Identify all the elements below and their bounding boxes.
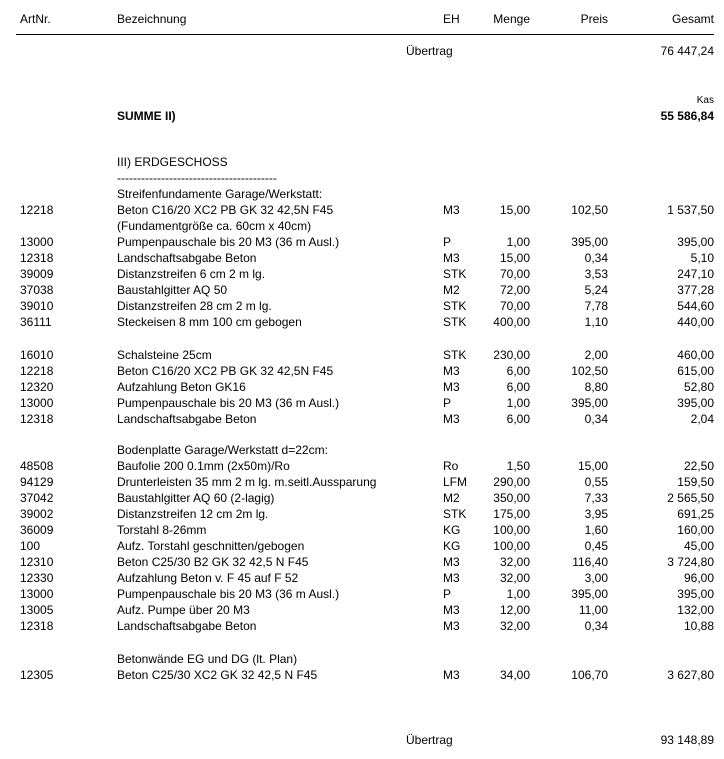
item-preis: 0,34 <box>584 619 608 633</box>
item-preis: 8,80 <box>584 380 608 394</box>
item-artnr: 36009 <box>20 523 54 537</box>
item-artnr: 13000 <box>20 587 54 601</box>
group-title: Bodenplatte Garage/Werkstatt d=22cm: <box>117 443 328 457</box>
item-menge: 72,00 <box>499 283 530 297</box>
item-bezeichnung: Landschaftsabgabe Beton <box>117 412 257 426</box>
header-gesamt: Gesamt <box>671 12 714 26</box>
item-artnr: 12310 <box>20 555 54 569</box>
item-preis: 11,00 <box>578 603 608 617</box>
item-artnr: 12330 <box>20 571 54 585</box>
item-menge: 350,00 <box>493 491 530 505</box>
item-gesamt: 247,10 <box>677 267 714 281</box>
header-menge: Menge <box>493 12 530 26</box>
item-artnr: 12305 <box>20 668 54 682</box>
item-gesamt: 395,00 <box>677 587 714 601</box>
item-bezeichnung: Pumpenpauschale bis 20 M3 (36 m Ausl.) <box>117 235 340 249</box>
item-artnr: 48508 <box>20 459 54 473</box>
item-artnr: 12218 <box>20 364 54 378</box>
header-artnr: ArtNr. <box>20 12 51 26</box>
item-gesamt: 377,28 <box>677 283 714 297</box>
item-artnr: 12318 <box>20 251 54 265</box>
item-menge: 290,00 <box>493 475 530 489</box>
item-menge: 32,00 <box>499 619 530 633</box>
item-gesamt: 2 565,50 <box>667 491 714 505</box>
item-artnr: 37038 <box>20 283 54 297</box>
item-bezeichnung: Landschaftsabgabe Beton <box>117 619 257 633</box>
item-gesamt: 132,00 <box>677 603 714 617</box>
item-menge: 1,00 <box>506 587 530 601</box>
item-bezeichnung: Baufolie 200 0.1mm (2x50m)/Ro <box>117 459 290 473</box>
item-gesamt: 1 537,50 <box>667 203 714 217</box>
item-artnr: 36111 <box>20 315 52 329</box>
item-artnr: 94129 <box>20 475 54 489</box>
item-gesamt: 440,00 <box>677 315 714 329</box>
item-menge: 32,00 <box>499 555 530 569</box>
item-bezeichnung: Pumpenpauschale bis 20 M3 (36 m Ausl.) <box>117 396 340 410</box>
item-preis: 15,00 <box>577 459 608 473</box>
uebertrag-bottom-label: Übertrag <box>406 733 453 747</box>
item-artnr: 13000 <box>20 396 54 410</box>
item-bezeichnung: Pumpenpauschale bis 20 M3 (36 m Ausl.) <box>117 587 340 601</box>
item-bezeichnung: Beton C25/30 B2 GK 32 42,5 N F45 <box>117 555 309 569</box>
item-eh: M3 <box>443 619 460 633</box>
item-preis: 3,53 <box>584 267 608 281</box>
item-gesamt: 3 724,80 <box>667 555 714 569</box>
item-menge: 6,00 <box>506 412 530 426</box>
item-eh: M3 <box>443 203 460 217</box>
item-menge: 230,00 <box>493 348 530 362</box>
item-bezeichnung: Schalsteine 25cm <box>117 348 212 362</box>
item-eh: STK <box>443 507 467 521</box>
item-eh: M2 <box>443 283 460 297</box>
item-gesamt: 22,50 <box>683 459 714 473</box>
item-eh: M2 <box>443 491 460 505</box>
item-gesamt: 691,25 <box>677 507 714 521</box>
item-eh: P <box>443 587 452 601</box>
item-bezeichnung: Steckeisen 8 mm 100 cm gebogen <box>117 315 302 329</box>
item-artnr: 39010 <box>20 299 54 313</box>
item-bezeichnung: Distanzstreifen 28 cm 2 m lg. <box>117 299 272 313</box>
item-bezeichnung: Aufz. Torstahl geschnitten/gebogen <box>117 539 305 553</box>
item-preis: 395,00 <box>571 587 608 601</box>
item-eh: M3 <box>443 668 460 682</box>
item-gesamt: 395,00 <box>677 396 714 410</box>
item-eh: M3 <box>443 412 460 426</box>
item-preis: 0,45 <box>584 539 608 553</box>
item-gesamt: 96,00 <box>683 571 714 585</box>
item-preis: 0,55 <box>584 475 608 489</box>
item-bezeichnung: Baustahlgitter AQ 50 <box>117 283 228 297</box>
item-eh: KG <box>443 539 461 553</box>
item-artnr: 39002 <box>20 507 54 521</box>
header-rule <box>16 34 714 35</box>
item-menge: 175,00 <box>493 507 530 521</box>
item-eh: M3 <box>443 555 460 569</box>
summe-value: 55 586,84 <box>660 109 714 123</box>
item-eh: STK <box>443 348 467 362</box>
item-gesamt: 544,60 <box>677 299 714 313</box>
item-eh: M3 <box>443 251 460 265</box>
item-menge: 100,00 <box>493 523 530 537</box>
header-preis: Preis <box>580 12 608 26</box>
item-eh: P <box>443 235 452 249</box>
item-preis: 395,00 <box>571 396 608 410</box>
item-preis: 3,00 <box>584 571 608 585</box>
item-eh: STK <box>443 315 467 329</box>
item-preis: 7,33 <box>584 491 608 505</box>
item-preis: 5,24 <box>584 283 608 297</box>
item-bezeichnung: Landschaftsabgabe Beton <box>117 251 257 265</box>
item-eh: KG <box>443 523 461 537</box>
item-menge: 15,00 <box>499 251 530 265</box>
item-gesamt: 45,00 <box>683 539 714 553</box>
item-gesamt: 460,00 <box>677 348 714 362</box>
item-preis: 7,78 <box>584 299 608 313</box>
item-menge: 70,00 <box>499 299 530 313</box>
item-bezeichnung: Distanzstreifen 6 cm 2 m lg. <box>117 267 266 281</box>
item-menge: 34,00 <box>499 668 530 682</box>
item-eh: Ro <box>443 459 459 473</box>
item-artnr: 12318 <box>20 412 54 426</box>
item-bezeichnung: Distanzstreifen 12 cm 2m lg. <box>117 507 269 521</box>
item-bezeichnung: Beton C16/20 XC2 PB GK 32 42,5N F45 <box>117 203 334 217</box>
item-menge: 6,00 <box>506 380 530 394</box>
uebertrag-bottom-value: 93 148,89 <box>660 733 714 747</box>
group-title: Streifenfundamente Garage/Werkstatt: <box>117 187 323 201</box>
item-artnr: 37042 <box>20 491 54 505</box>
group-title: Betonwände EG und DG (lt. Plan) <box>117 652 298 666</box>
item-artnr: 13005 <box>20 603 54 617</box>
item-menge: 400,00 <box>493 315 530 329</box>
item-bezeichnung: Beton C16/20 XC2 PB GK 32 42,5N F45 <box>117 364 334 378</box>
item-gesamt: 52,80 <box>683 380 714 394</box>
kas-label: Kas <box>696 95 714 106</box>
item-menge: 1,00 <box>506 235 530 249</box>
item-menge: 15,00 <box>499 203 530 217</box>
item-artnr: 39009 <box>20 267 54 281</box>
item-bezeichnung: Baustahlgitter AQ 60 (2-lagig) <box>117 491 275 505</box>
header-eh: EH <box>443 12 460 26</box>
item-artnr: 12320 <box>20 380 54 394</box>
item-eh: STK <box>443 299 467 313</box>
item-gesamt: 159,50 <box>677 475 714 489</box>
item-bezeichnung: (Fundamentgröße ca. 60cm x 40cm) <box>117 219 312 233</box>
item-gesamt: 160,00 <box>677 523 714 537</box>
item-eh: M3 <box>443 571 460 585</box>
item-preis: 1,60 <box>584 523 608 537</box>
item-menge: 12,00 <box>499 603 530 617</box>
item-gesamt: 10,88 <box>683 619 714 633</box>
item-eh: M3 <box>443 364 460 378</box>
summe-label: SUMME II) <box>117 109 176 123</box>
item-artnr: 12218 <box>20 203 54 217</box>
item-menge: 100,00 <box>493 539 530 553</box>
header-bezeichnung: Bezeichnung <box>117 12 187 26</box>
item-eh: M3 <box>443 603 460 617</box>
item-menge: 6,00 <box>506 364 530 378</box>
item-gesamt: 615,00 <box>677 364 714 378</box>
item-gesamt: 5,10 <box>690 251 714 265</box>
item-menge: 1,00 <box>506 396 530 410</box>
item-preis: 1,10 <box>584 315 608 329</box>
item-eh: M3 <box>443 380 460 394</box>
item-artnr: 100 <box>20 539 41 553</box>
item-menge: 1,50 <box>506 459 530 473</box>
item-gesamt: 2,04 <box>690 412 714 426</box>
item-artnr: 16010 <box>20 348 54 362</box>
item-menge: 70,00 <box>499 267 530 281</box>
item-artnr: 12318 <box>20 619 54 633</box>
item-gesamt: 395,00 <box>677 235 714 249</box>
item-preis: 0,34 <box>584 412 608 426</box>
item-eh: STK <box>443 267 467 281</box>
item-gesamt: 3 627,80 <box>667 668 714 682</box>
item-preis: 3,95 <box>584 507 608 521</box>
item-preis: 395,00 <box>571 235 608 249</box>
item-bezeichnung: Aufzahlung Beton GK16 <box>117 380 246 394</box>
item-preis: 116,40 <box>572 555 608 569</box>
item-preis: 102,50 <box>571 364 608 378</box>
item-bezeichnung: Beton C25/30 XC2 GK 32 42,5 N F45 <box>117 668 318 682</box>
item-preis: 106,70 <box>571 668 608 682</box>
uebertrag-top-label: Übertrag <box>406 44 453 58</box>
item-bezeichnung: Aufz. Pumpe über 20 M3 <box>117 603 250 617</box>
item-eh: LFM <box>443 475 467 489</box>
uebertrag-top-value: 76 447,24 <box>660 44 714 58</box>
item-preis: 0,34 <box>584 251 608 265</box>
item-eh: P <box>443 396 452 410</box>
item-bezeichnung: Aufzahlung Beton v. F 45 auf F 52 <box>117 571 299 585</box>
item-preis: 2,00 <box>584 348 608 362</box>
section-dashes: ---------------------------------------- <box>117 171 277 185</box>
item-bezeichnung: Torstahl 8-26mm <box>117 523 207 537</box>
item-bezeichnung: Drunterleisten 35 mm 2 m lg. m.seitl.Aussparung <box>117 475 377 489</box>
item-artnr: 13000 <box>20 235 54 249</box>
section-title: III) ERDGESCHOSS <box>117 155 228 169</box>
item-preis: 102,50 <box>571 203 608 217</box>
item-menge: 32,00 <box>499 571 530 585</box>
